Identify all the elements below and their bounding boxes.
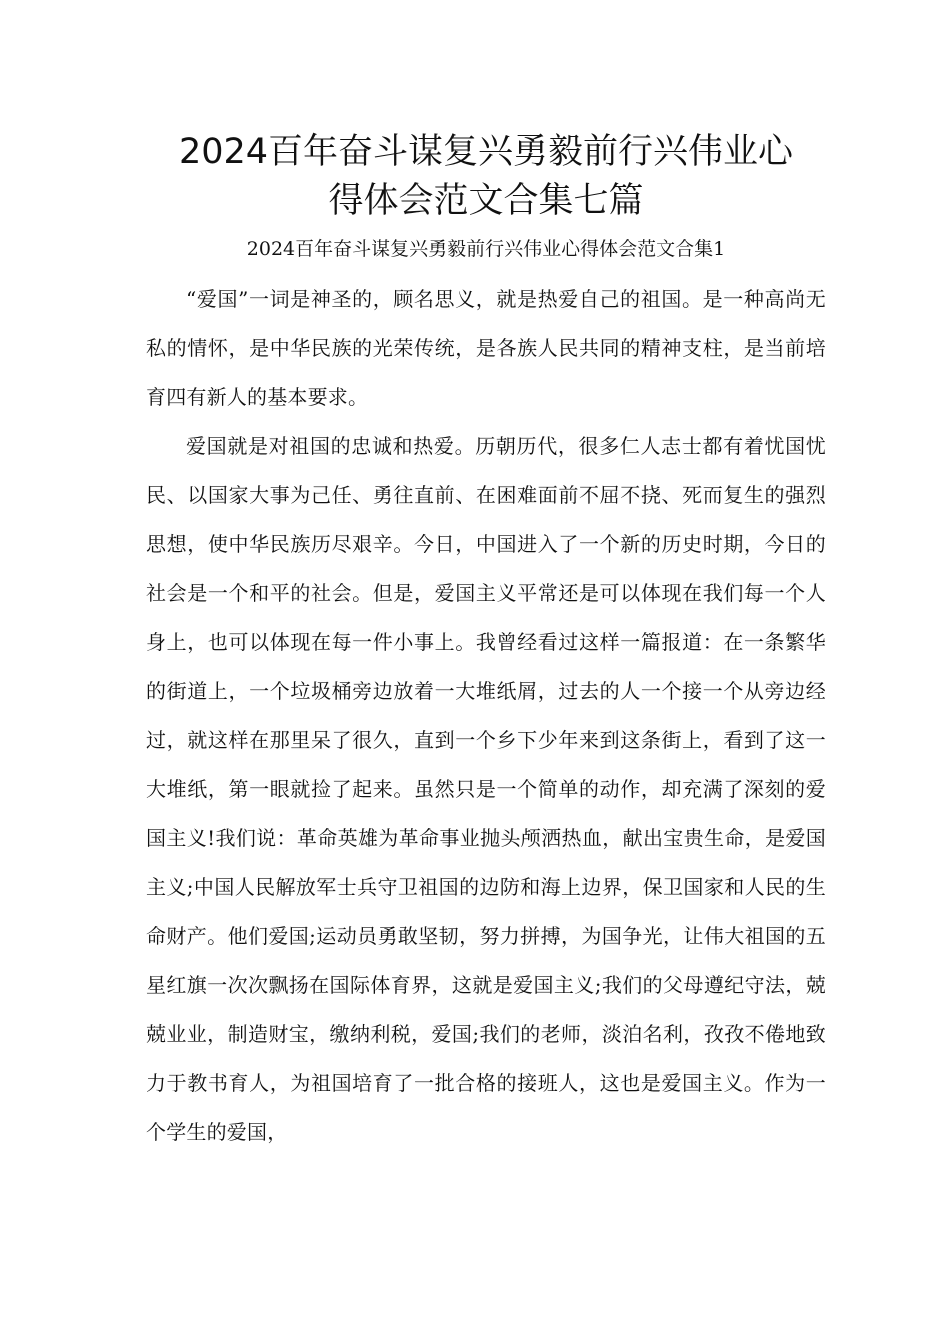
document-page — [146, 128, 826, 1157]
document-subtitle: 2024百年奋斗谋复兴勇毅前行兴伟业心得体会范文合集1 — [246, 238, 726, 260]
title-line-2: 得体会范文合集七篇 — [328, 181, 644, 221]
title-line-1: 2024百年奋斗谋复兴勇毅前行兴伟业心 — [178, 132, 794, 172]
paragraph-1: “爱国”一词是神圣的，顾名思义，就是热爱自己的祖国。是一种高尚无私的情怀，是中华民族的光荣传统，是各族人民共同的精神支柱，是当前培育四有新人的基本要求。 — [146, 287, 826, 409]
document-title — [146, 128, 826, 226]
paragraph-2: 爱国就是对祖国的忠诚和热爱。历朝历代，很多仁人志士都有着忧国忧民、以国家大事为己任、勇往直前、在困难面前不屈不挠、死而复生的强烈思想，使中华民族历尽艰辛。今日，中国进入了一个新的历史时期，今日的社会是一个和平的社会。但是，爱国主义平常还是可以体现在我们每一个人身上，也可以体现在每一件小事上。我曾经看过这样一篇报道：在一条繁华的街道上，一个垃圾桶旁边放着一大堆纸屑，过去的人一个接一个从旁边经过，就这样在那里呆了很久，直到一个乡下少年来到这条街上，看到了这一大堆纸，第一眼就捡了起来。虽然只是一个简单的动作，却充满了深刻的爱国主义!我们说：革命英雄为革命事业抛头颅洒热血，献出宝贵生命，是爱国主义;中国人民解放军士兵守卫祖国的边防和海上边界，保卫国家和人民的生命财产。他们爱国;运动员勇敢坚韧，努力拼搏，为国争光，让伟大祖国的五星红旗一次次飘扬在国际体育界，这就是爱国主义;我们的父母遵纪守法，兢兢业业，制造财宝，缴纳利税，爱国;我们的老师，淡泊名利，孜孜不倦地致力于教书育人，为祖国培育了一批合格的接班人，这也是爱国主义。作为一个学生的爱国， — [146, 434, 826, 1144]
